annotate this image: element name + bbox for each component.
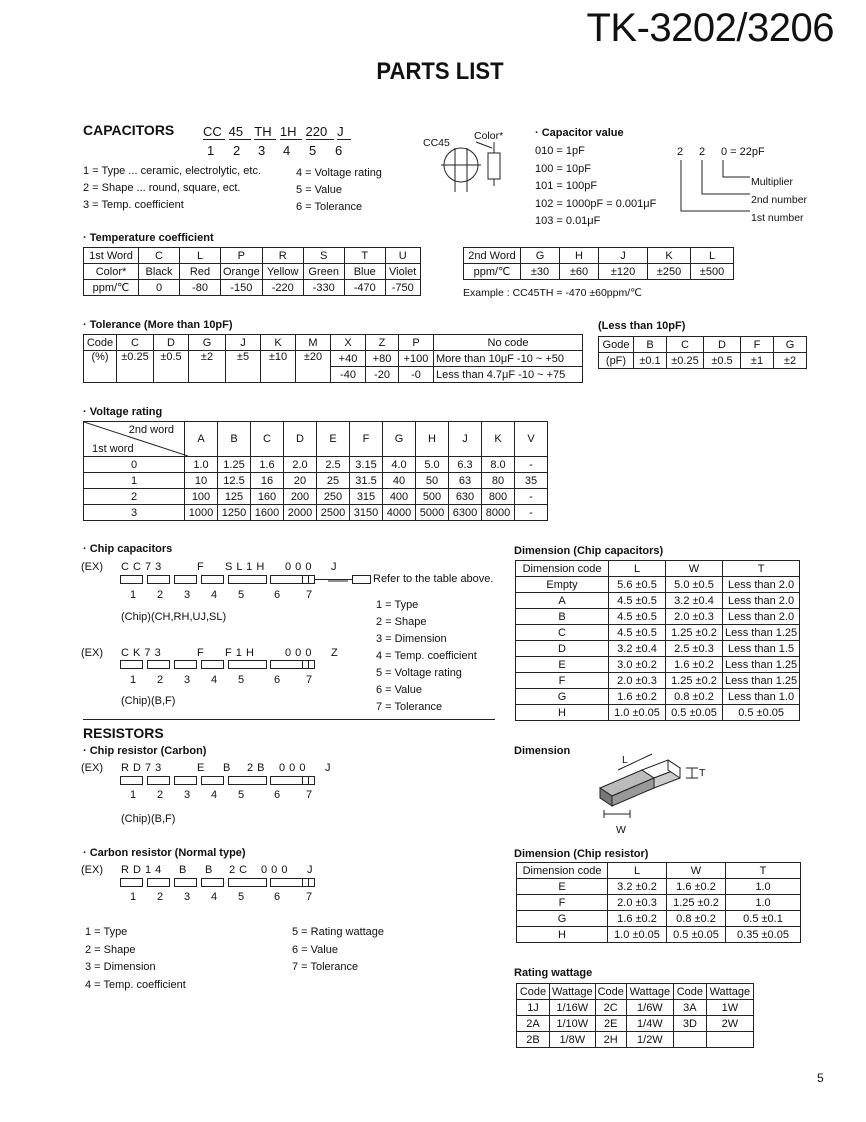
tolerance-less-table [598, 336, 807, 369]
resistors-heading: RESISTORS [83, 725, 164, 741]
capacitor-diagram [436, 140, 516, 200]
chip-resistor-boxes [120, 776, 320, 788]
table-row: A 4.5 ±0.5 3.2 ±0.4 Less than 2.0 [516, 593, 800, 609]
chip-cap-example-2: C K 7 3 F F 1 H 0 0 0 Z [121, 647, 339, 659]
table-row: E 3.2 ±0.2 1.6 ±0.2 1.0 [517, 879, 801, 895]
table-row: G 1.6 ±0.2 0.8 ±0.2 Less than 1.0 [516, 689, 800, 705]
ex-label: (EX) [81, 561, 103, 573]
chip-cap-example-1: C C 7 3 F S L 1 H 0 0 0 J [121, 561, 337, 573]
table-row: 2nd Word G H J K L [464, 248, 734, 264]
table-row: F 2.0 ±0.3 1.25 ±0.2 1.0 [517, 895, 801, 911]
refer-bracket [328, 580, 348, 600]
table-row: (%) ±0.25 ±0.5 ±2 ±5 ±10 ±20 +40 +80 +100 More than 10μF -10 ~ +50 [84, 351, 583, 367]
dim-chip-res-title: Dimension (Chip resistor) [514, 848, 649, 860]
table-row: Dimension code L W T [516, 561, 800, 577]
rating-wattage-title: Rating wattage [514, 967, 593, 979]
rating-wattage-table [516, 983, 754, 1048]
cap-value-example: 2 2 0 = 22pF [677, 146, 765, 158]
cap-code-example: CC 45 TH 1H 220 J [203, 124, 351, 140]
temp-coef-table [83, 247, 421, 296]
chip-cap-defs: 1 = Type 2 = Shape 3 = Dimension 4 = Temp. coefficient 5 = Voltage rating 6 = Value 7 = Tolerance [376, 599, 477, 713]
table-row: 1J 1/16W 2C 1/6W 3A 1W [517, 1000, 754, 1016]
color-label: Color* [474, 130, 504, 142]
dim-chip-res-table [516, 862, 801, 943]
dimension-title: Dimension [514, 745, 571, 757]
chip-resistor-nums: 1 2 3 4 5 6 7 [130, 789, 313, 801]
chip-dimension-diagram [590, 748, 720, 838]
table-row: G 1.6 ±0.2 0.8 ±0.2 0.5 ±0.1 [517, 911, 801, 927]
page-title: PARTS LIST [376, 58, 504, 85]
ex-label: (EX) [81, 762, 103, 774]
voltage-title: · Voltage rating [83, 406, 163, 418]
table-row: 2nd word 1st word A B C D E F G H J K V [84, 422, 548, 457]
carbon-resistor-boxes [120, 878, 320, 890]
resistor-defs-right: 5 = Rating wattage 6 = Value 7 = Tolerance [292, 926, 385, 973]
dim-chip-caps-table [515, 560, 800, 721]
chip-cap-nums-2: 1 2 3 4 5 6 7 [130, 674, 313, 686]
temp-coef-example: Example : CC45TH = -470 ±60ppm/℃ [463, 287, 642, 299]
cc45-label: CC45 [423, 137, 450, 149]
table-row: (pF) ±0.1 ±0.25 ±0.5 ±1 ±2 [599, 353, 807, 369]
chip-resistor-note: (Chip)(B,F) [121, 813, 176, 825]
cap-value-title: · Capacitor value [535, 127, 624, 139]
ex-label: (EX) [81, 864, 103, 876]
chip-cap-boxes-2 [120, 660, 320, 672]
carbon-resistor-nums: 1 2 3 4 5 6 7 [130, 891, 313, 903]
temp-coef-title: · Temperature coefficient [83, 232, 214, 244]
table-row: -40 -20 -0 Less than 4.7μF -10 ~ +75 [84, 367, 583, 383]
chip-cap-note-2: (Chip)(B,F) [121, 695, 176, 707]
cap-value-brackets [676, 158, 756, 218]
chip-cap-nums-1: 1 2 3 4 5 6 7 [130, 589, 313, 601]
table-row: H 1.0 ±0.05 0.5 ±0.05 0.35 ±0.05 [517, 927, 801, 943]
tolerance-table [83, 334, 583, 383]
table-row: 1 10 12.5 16 20 25 31.5 40 50 63 80 35 [84, 473, 548, 489]
voltage-table [83, 421, 548, 521]
table-row: 3 1000 1250 1600 2000 2500 3150 4000 5000 6300 8000 - [84, 505, 548, 521]
chip-cap-note-1: (Chip)(CH,RH,UJ,SL) [121, 611, 227, 623]
table-row: Code Wattage Code Wattage Code Wattage [517, 984, 754, 1000]
temp-coef-table-2 [463, 247, 734, 280]
tolerance-title: · Tolerance (More than 10pF) [83, 319, 233, 331]
capacitors-heading: CAPACITORS [83, 122, 175, 138]
cap-value-labels: Multiplier 2nd number 1st number [751, 176, 808, 224]
resistor-defs-left: 1 = Type 2 = Shape 3 = Dimension 4 = Temp. coefficient [85, 926, 186, 991]
chip-resistor-example: R D 7 3 E B 2 B 0 0 0 J [121, 762, 331, 774]
chip-caps-title: · Chip capacitors [83, 543, 173, 555]
cap-value-list: 010 = 1pF 100 = 10pF 101 = 100pF 102 = 1000pF = 0.001μF 103 = 0.01μF [535, 145, 657, 227]
table-row: Dimension code L W T [517, 863, 801, 879]
refer-note: Refer to the table above. [373, 573, 494, 585]
table-row: 1st Word C L P R S T U [84, 248, 421, 264]
table-row: Empty 5.6 ±0.5 5.0 ±0.5 Less than 2.0 [516, 577, 800, 593]
table-row: C 4.5 ±0.5 1.25 ±0.2 Less than 1.25 [516, 625, 800, 641]
cap-defs-left: 1 = Type ... ceramic, electrolytic, etc. 2 = Shape ... round, square, ect. 3 = Temp. coefficient [83, 165, 262, 211]
dim-chip-caps-title: Dimension (Chip capacitors) [514, 545, 664, 557]
carbon-resistor-title: · Carbon resistor (Normal type) [83, 847, 246, 859]
table-row: D 3.2 ±0.4 2.5 ±0.3 Less than 1.5 [516, 641, 800, 657]
carbon-resistor-example: R D 1 4 B B 2 C 0 0 0 J [121, 864, 313, 876]
table-row: Gode B C D F G [599, 337, 807, 353]
cap-defs-right: 4 = Voltage rating 5 = Value 6 = Tolerance [296, 167, 382, 213]
table-row: H 1.0 ±0.05 0.5 ±0.05 0.5 ±0.05 [516, 705, 800, 721]
tolerance-less-title: (Less than 10pF) [598, 320, 686, 332]
table-row: 2B 1/8W 2H 1/2W [517, 1032, 754, 1048]
table-row: F 2.0 ±0.3 1.25 ±0.2 Less than 1.25 [516, 673, 800, 689]
ex-label: (EX) [81, 647, 103, 659]
model-title: TK-3202/3206 [586, 6, 834, 50]
section-divider [83, 719, 495, 720]
dim-L-label: L [622, 754, 628, 766]
dim-W-label: W [616, 824, 626, 836]
table-row: Code C D G J K M X Z P No code [84, 335, 583, 351]
table-row: B 4.5 ±0.5 2.0 ±0.3 Less than 2.0 [516, 609, 800, 625]
table-row: 2A 1/10W 2E 1/4W 3D 2W [517, 1016, 754, 1032]
page-number: 5 [817, 1071, 824, 1085]
chip-resistor-title: · Chip resistor (Carbon) [83, 745, 207, 757]
table-row: Color* Black Red Orange Yellow Green Blue Violet [84, 264, 421, 280]
table-row: ppm/℃ 0 -80 -150 -220 -330 -470 -750 [84, 280, 421, 296]
dim-T-label: T [699, 767, 706, 779]
table-row: 2 100 125 160 200 250 315 400 500 630 800 - [84, 489, 548, 505]
table-row: E 3.0 ±0.2 1.6 ±0.2 Less than 1.25 [516, 657, 800, 673]
table-row: 0 1.0 1.25 1.6 2.0 2.5 3.15 4.0 5.0 6.3 8.0 - [84, 457, 548, 473]
table-row: ppm/℃ ±30 ±60 ±120 ±250 ±500 [464, 264, 734, 280]
cap-code-numbers: 1 2 3 4 5 6 [207, 143, 343, 158]
